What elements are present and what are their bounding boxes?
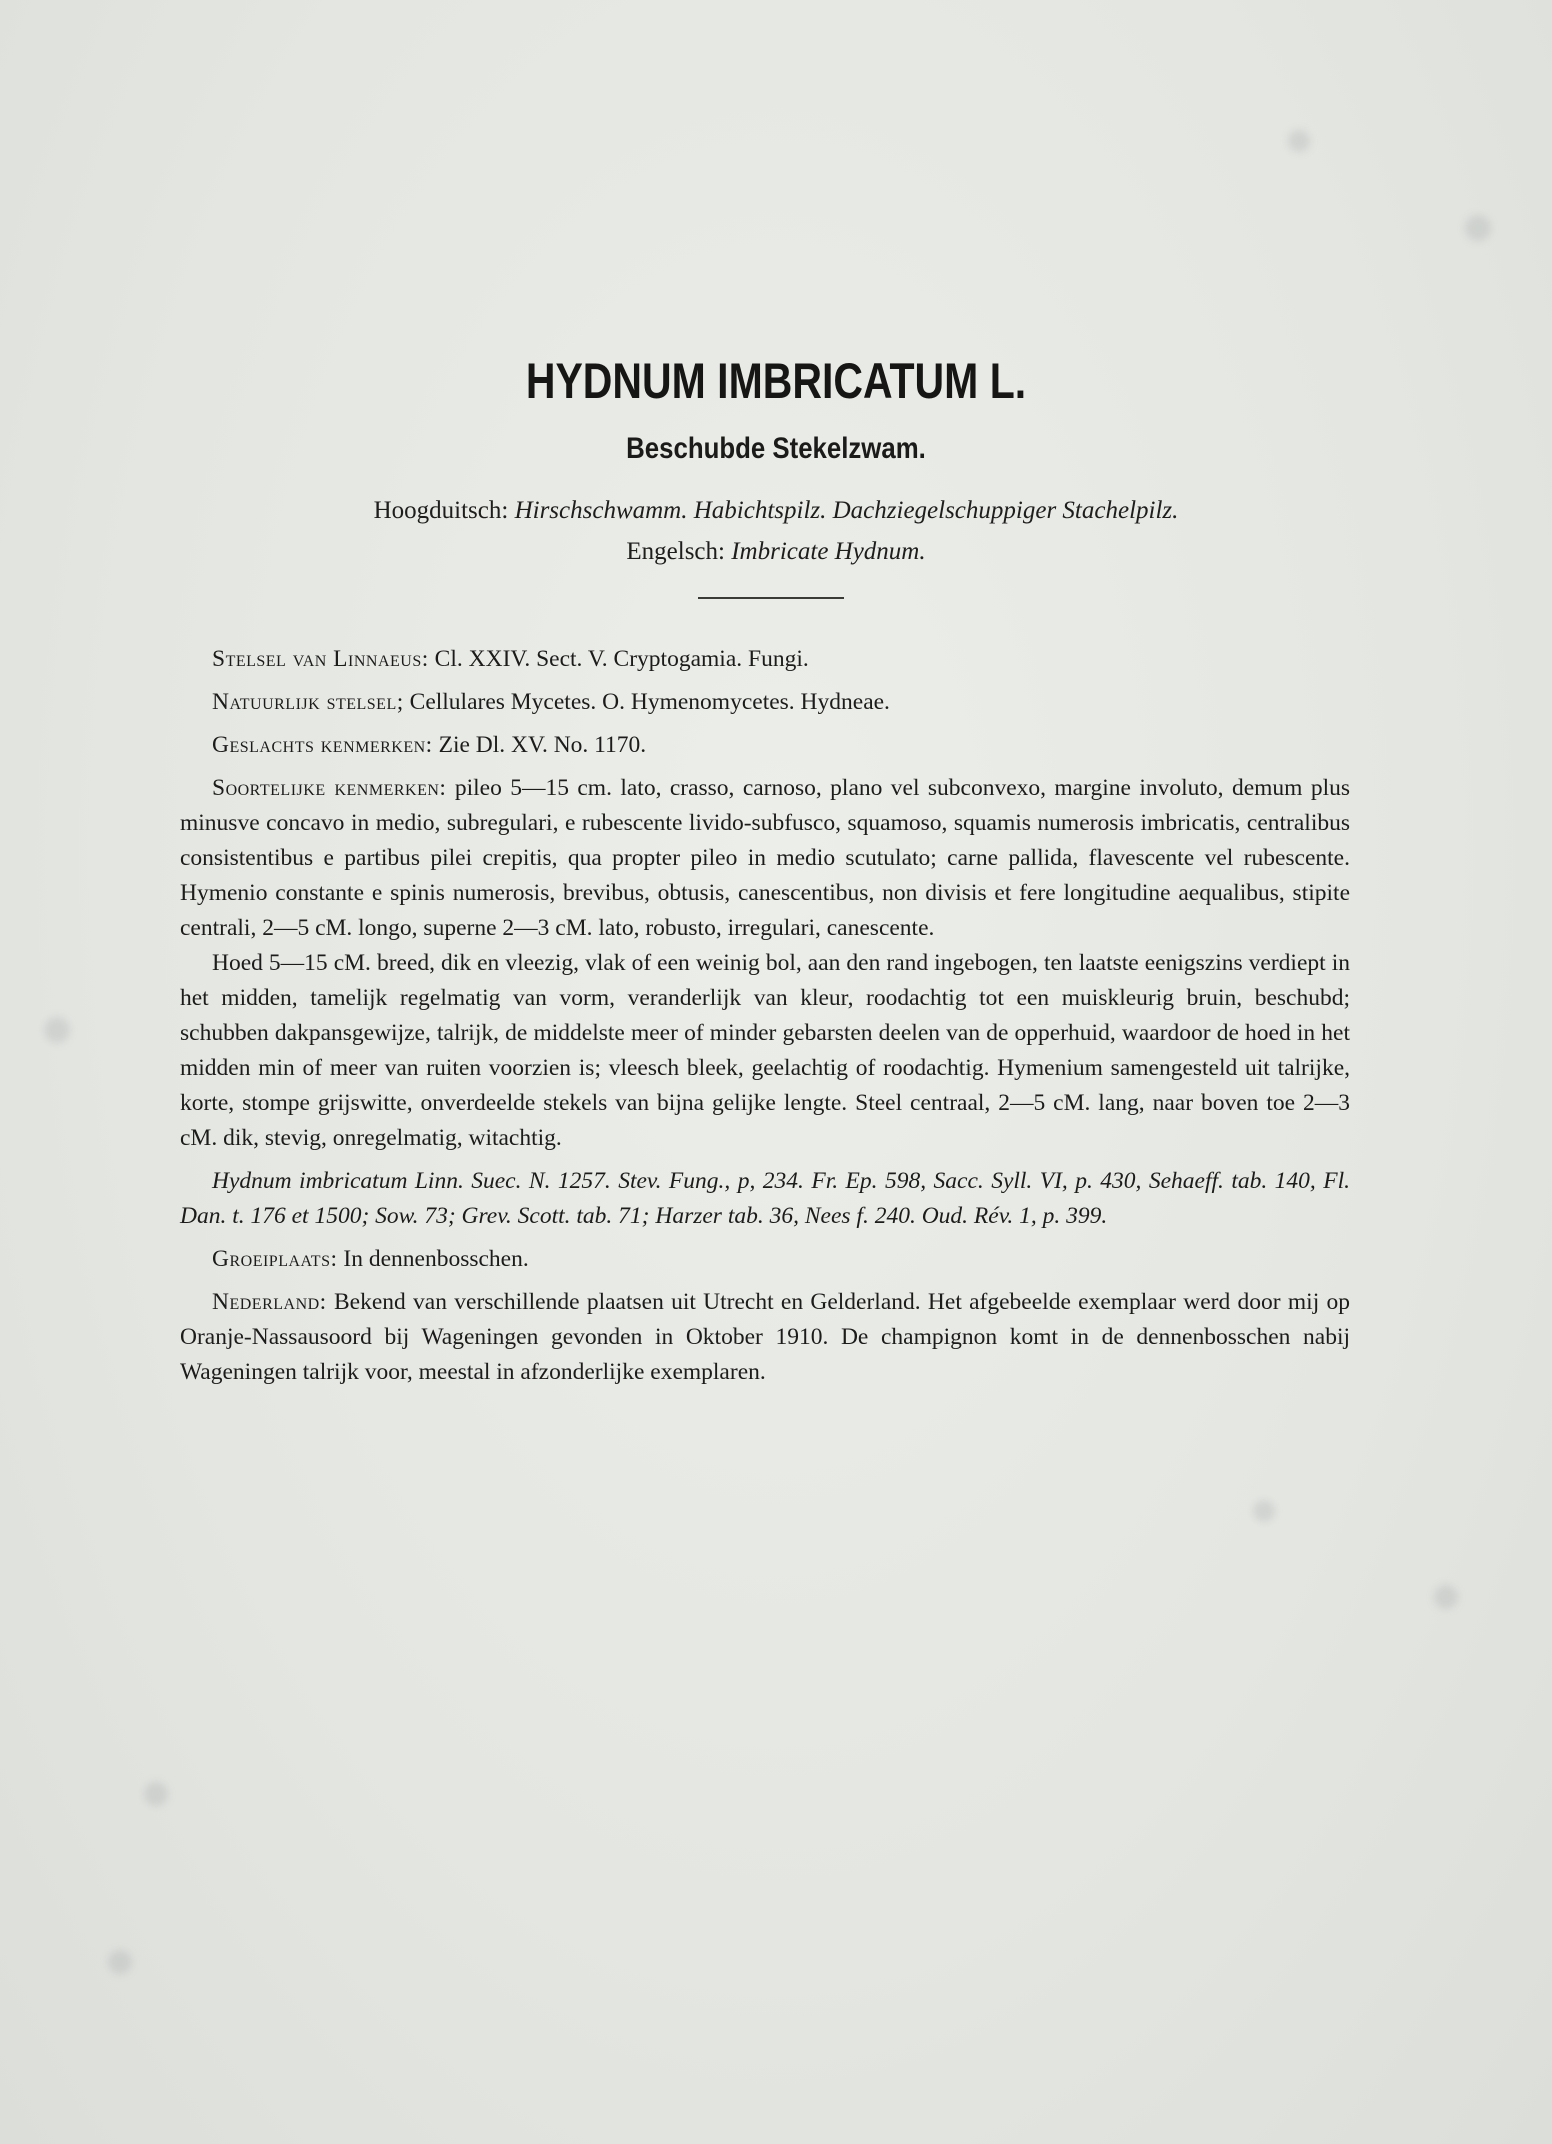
nederland-text: Bekend van verschillende plaatsen uit Utrecht en Gelderland. Het afgebeelde exemplaar werd door mij op Oranje-Nassausoord bij Wageningen gevonden in Oktober 1910. De champignon komt in de dennenbosschen nabij Wageningen talrijk voor, meestal in afzonderlijke exemplaren.	[180, 1289, 1350, 1385]
page-title: HYDNUM IMBRICATUM L.	[525, 353, 1027, 409]
page-subtitle: Beschubde Stekelzwam.	[626, 432, 926, 465]
german-label: Hoogduitsch:	[373, 497, 509, 524]
dutch-description-paragraph: Hoed 5—15 cM. breed, dik en vleezig, vlak of een weinig bol, aan den rand ingebogen, ten laatste eenigszins verdiept in het midden, tamelijk regelmatig van vorm, veranderlijk van kleur, roodachtig tot een muiskleurig bruin, beschubd; schubben dakpansgewijze, talrijk, de middelste meer of minder gebarsten deelen van de opperhuid, waardoor de hoed in het midden min of meer van ruiten voorzien is; vleesch bleek, geelachtig of roodachtig. Hymenium samengesteld uit talrijke, korte, stompe grijswitte, onverdeelde stekels van bijna gelijke lengte. Steel centraal, 2—5 cM. lang, naar boven toe 2—3 cM. dik, stevig, onregelmatig, witachtig.	[180, 950, 1350, 1151]
stelsel-linnaeus-text: Cl. XXIV. Sect. V. Cryptogamia. Fungi.	[434, 646, 809, 672]
divider-rule	[698, 597, 844, 599]
body-text	[180, 642, 1350, 1398]
groeiplaats-label: Groeiplaats:	[212, 1246, 338, 1272]
geslachts-label: Geslachts kenmerken:	[212, 732, 433, 758]
soortelijke-paragraph	[180, 771, 1350, 946]
german-names-line	[0, 497, 1552, 525]
paper-stain	[1465, 215, 1491, 241]
nederland-paragraph	[180, 1285, 1350, 1390]
english-names-line	[0, 538, 1552, 566]
natuurlijk-stelsel-paragraph	[180, 685, 1350, 720]
paper-stain	[1434, 1585, 1458, 1609]
stelsel-linnaeus-label: Stelsel van Linnaeus:	[212, 646, 429, 672]
english-label: Engelsch:	[626, 538, 725, 565]
paper-stain	[1253, 1500, 1275, 1522]
paper-stain	[44, 1017, 70, 1043]
natuurlijk-stelsel-label: Natuurlijk stelsel;	[212, 689, 404, 715]
geslachts-paragraph	[180, 728, 1350, 763]
groeiplaats-paragraph	[180, 1242, 1350, 1277]
nederland-label: Nederland:	[212, 1289, 327, 1315]
geslachts-text: Zie Dl. XV. No. 1170.	[438, 732, 647, 758]
paper-stain	[1288, 130, 1310, 152]
groeiplaats-text: In dennenbosschen.	[343, 1246, 529, 1272]
natuurlijk-stelsel-text: Cellulares Mycetes. O. Hymenomycetes. Hydneae.	[409, 689, 890, 715]
stelsel-linnaeus-paragraph	[180, 642, 1350, 677]
german-names: Hirschschwamm. Habichtspilz. Dachziegelschuppiger Stachelpilz.	[514, 497, 1179, 524]
soortelijke-label: Soortelijke kenmerken:	[212, 775, 447, 801]
english-names: Imbricate Hydnum.	[731, 538, 926, 565]
references-paragraph: Hydnum imbricatum Linn. Suec. N. 1257. Stev. Fung., p, 234. Fr. Ep. 598, Sacc. Syll. VI, p. 430, Sehaeff. tab. 140, Fl. Dan. t. 176 et 1500; Sow. 73; Grev. Scott. tab. 71; Harzer tab. 36, Nees f. 240. Oud. Rév. 1, p. 399.	[180, 1168, 1350, 1229]
paper-stain	[108, 1950, 132, 1974]
paper-stain	[144, 1782, 168, 1806]
soortelijke-text: pileo 5—15 cm. lato, crasso, carnoso, plano vel subconvexo, margine involuto, demum plus minusve concavo in medio, subregulari, e rubescente livido-subfusco, squamoso, squamis numerosis imbricatis, centralibus consistentibus e partibus pilei crepitis, qua propter pileo in medio scutulato; carne pallida, flavescente vel rubescente. Hymenio constante e spinis numerosis, brevibus, obtusis, canescentibus, non divisis et fere longitudine aequalibus, stipite centrali, 2—5 cM. longo, superne 2—3 cM. lato, robusto, irregulari, canescente.	[180, 775, 1350, 941]
